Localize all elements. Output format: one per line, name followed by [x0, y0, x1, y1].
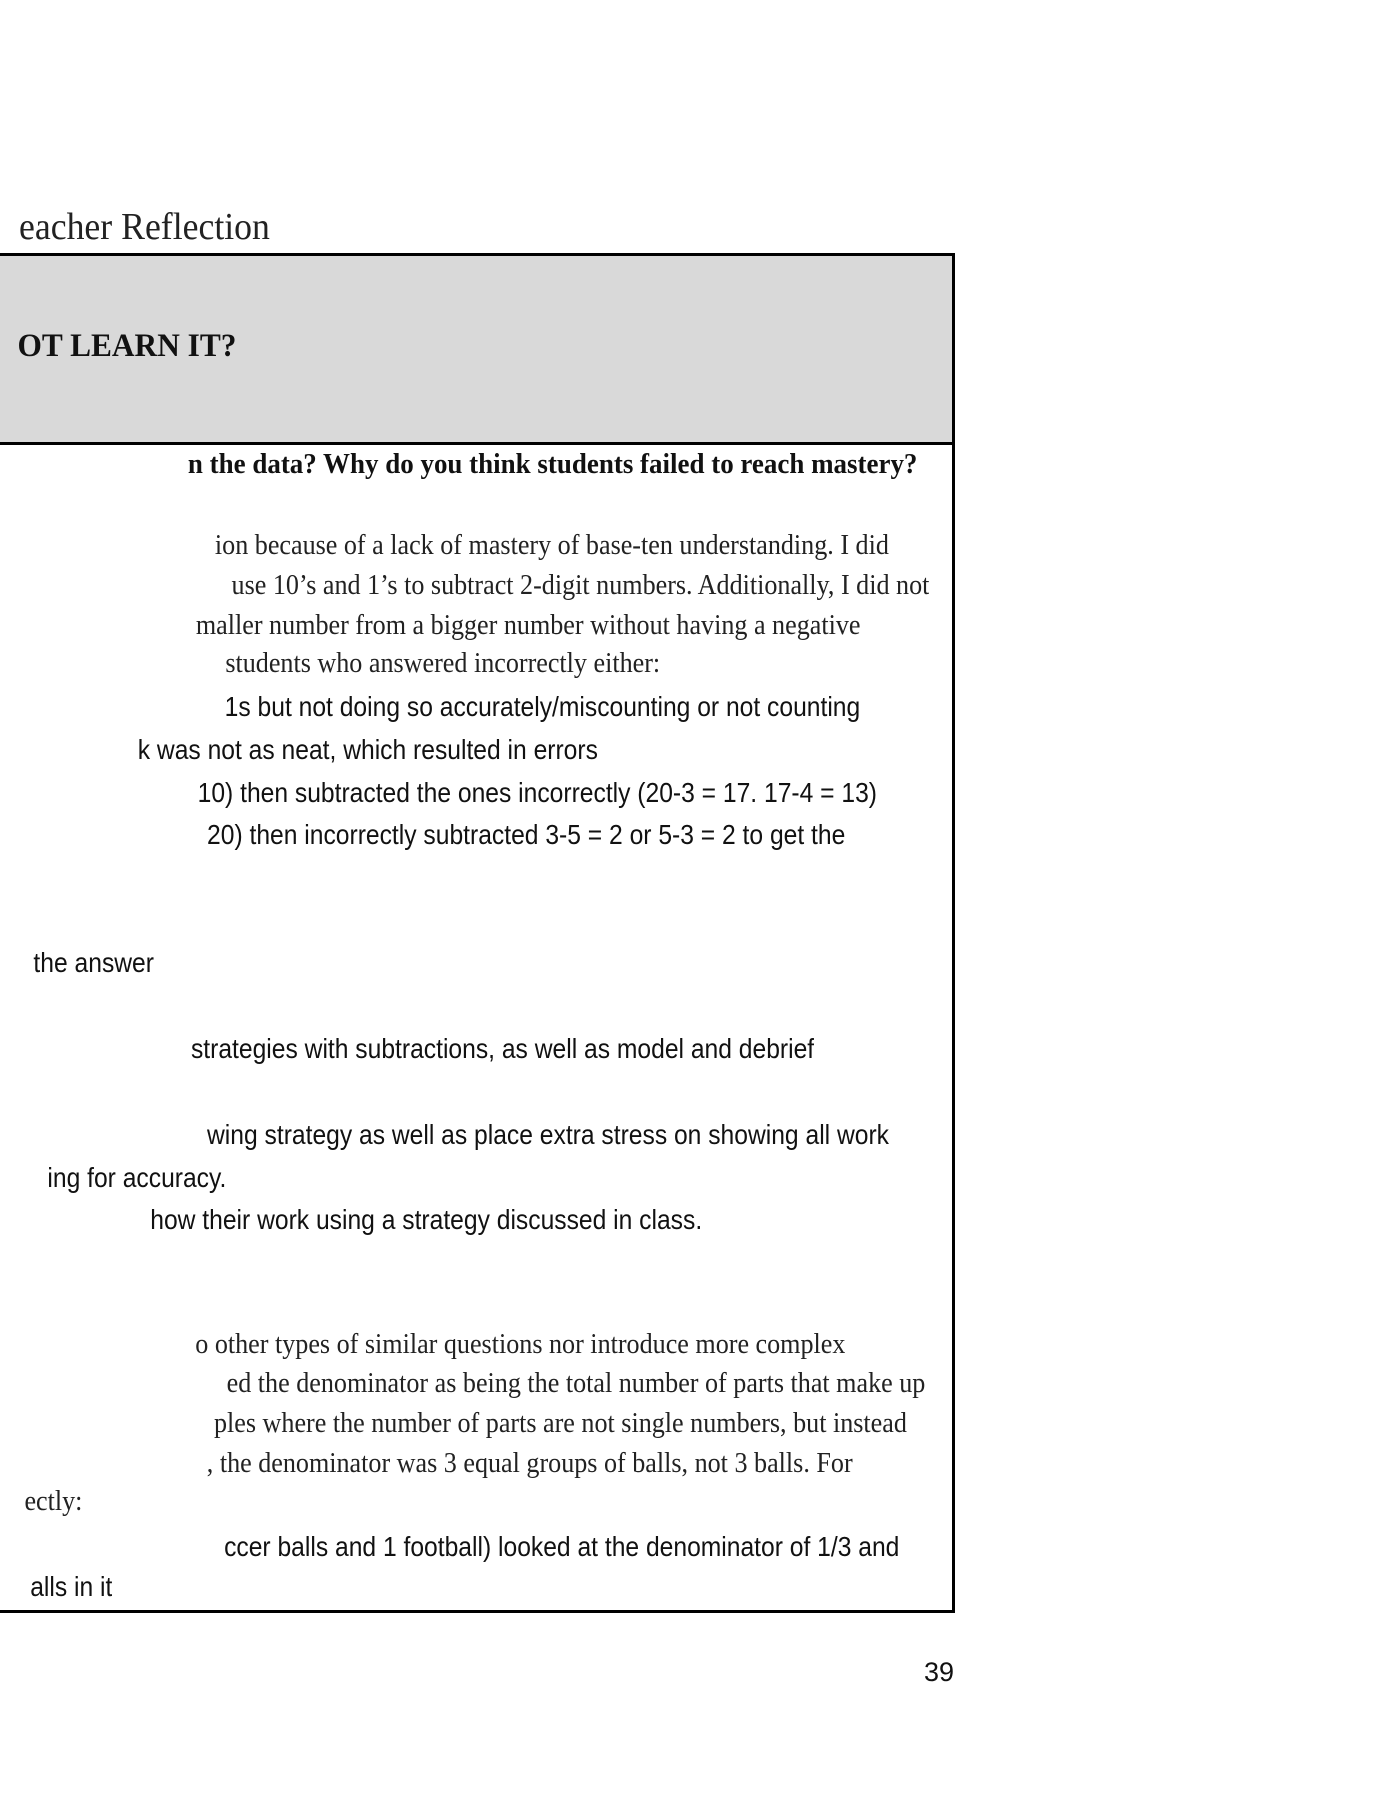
body-line-text: , the denominator was 3 equal groups of balls, not 3 balls. For [207, 1447, 853, 1479]
body-line-text: ectly: [24, 1485, 82, 1517]
bullet-line [0, 817, 845, 853]
body-line-text: ion because of a lack of mastery of base-ten understanding. I did [214, 529, 889, 561]
bullet-line [0, 732, 598, 768]
bullet-line [0, 1569, 112, 1605]
body-line [0, 1326, 845, 1362]
table-header-title [0, 326, 236, 366]
body-line [0, 1405, 907, 1441]
body-line-text: ed the denominator as being the total number of parts that make up [226, 1367, 925, 1399]
body-line-text: students who answered incorrectly either: [225, 647, 660, 679]
bullet-line [0, 1117, 889, 1153]
bullet-line-text: the answer [33, 947, 154, 978]
body-line [0, 607, 860, 643]
bullet-line-text: k was not as neat, which resulted in errors [137, 734, 598, 765]
body-line [0, 1365, 925, 1401]
bullet-line [0, 1202, 702, 1238]
body-line [0, 645, 660, 681]
bullet-line-text: ing for accuracy. [47, 1162, 226, 1193]
bullet-line-text: 1s but not doing so accurately/miscounting or not counting [224, 691, 860, 722]
bullet-line [0, 1529, 899, 1565]
table-header-divider [0, 442, 952, 445]
bullet-line-text: alls in it [29, 1571, 112, 1602]
section-title-text: eacher Reflection [19, 206, 270, 248]
bullet-line [0, 1160, 226, 1196]
body-line [0, 527, 889, 563]
bullet-line [0, 1031, 814, 1067]
bullet-line [0, 775, 877, 811]
body-line-text: use 10’s and 1’s to subtract 2-digit numbers. Additionally, I did not [231, 569, 929, 601]
body-line [0, 1445, 853, 1481]
bullet-line-text: 10) then subtracted the ones incorrectly (20-3 = 17. 17-4 = 13) [197, 777, 877, 808]
bullet-line-text: ccer balls and 1 football) looked at the denominator of 1/3 and [223, 1531, 899, 1562]
table-question [0, 446, 917, 482]
bullet-line-text: strategies with subtractions, as well as model and debrief [190, 1033, 814, 1064]
body-line-text: maller number from a bigger number without having a negative [195, 609, 860, 641]
bullet-line [0, 689, 860, 725]
section-title [0, 204, 270, 250]
body-line [0, 567, 929, 603]
page-number: 39 [923, 1657, 954, 1687]
table-header-title-text: OT LEARN IT? [17, 328, 236, 364]
bullet-line [0, 945, 154, 981]
bullet-line-text: wing strategy as well as place extra stress on showing all work [206, 1119, 889, 1150]
table-question-text: n the data? Why do you think students failed to reach mastery? [187, 448, 917, 480]
body-line-text: o other types of similar questions nor introduce more complex [194, 1328, 845, 1360]
body-line-text: ples where the number of parts are not single numbers, but instead [214, 1407, 907, 1439]
body-line [0, 1483, 82, 1519]
bullet-line-text: how their work using a strategy discussed in class. [150, 1204, 702, 1235]
bullet-line-text: 20) then incorrectly subtracted 3-5 = 2 or 5-3 = 2 to get the [206, 819, 845, 850]
